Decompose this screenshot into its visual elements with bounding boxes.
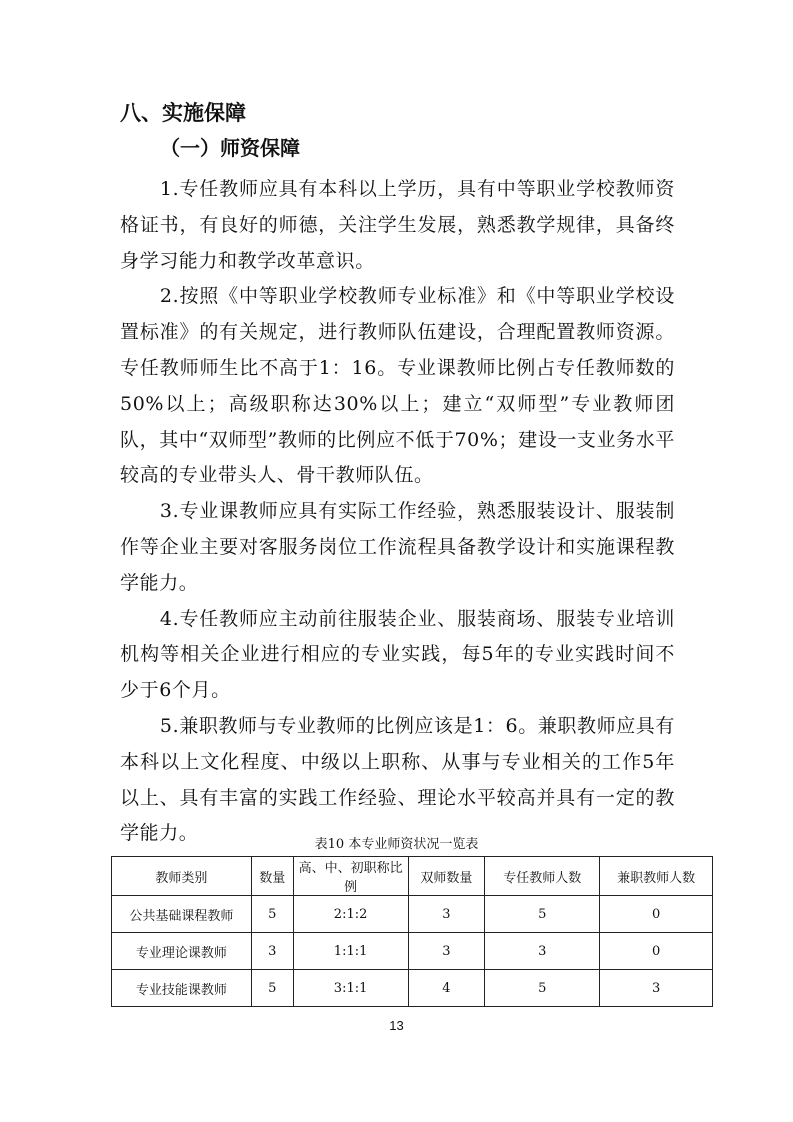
column-header: 数量 — [251, 857, 293, 896]
paragraph: 3.专业课教师应具有实际工作经验，熟悉服装设计、服装制作等企业主要对客服务岗位工作流程具备教学设计和实施课程教学能力。 — [120, 500, 675, 594]
paragraph: 2.按照《中等职业学校教师专业标准》和《中等职业学校设置标准》的有关规定，进行教师队伍建设，合理配置教师资源。专任教师师生比不高于1：16。专业课教师比例占专任教师数的50%以上；高级职称达30%以上；建立“双师型”专业教师团队，其中“双师型”教师的比例应不低于70%；建设一支业务水平较高的专业带头人、骨干教师队伍。 — [120, 285, 675, 487]
table-row — [112, 970, 713, 1007]
table-cell: 0 — [600, 933, 713, 970]
table-cell: 1:1:1 — [293, 933, 408, 970]
table-caption: 表10 本专业师资状况一览表 — [314, 837, 479, 852]
table-cell: 0 — [600, 896, 713, 933]
table-cell: 5 — [251, 896, 293, 933]
column-header: 高、中、初职称比例 — [293, 857, 408, 896]
column-header: 教师类别 — [112, 857, 252, 896]
body-text — [120, 172, 675, 852]
table-row — [112, 896, 713, 933]
table-cell: 专业技能课教师 — [112, 970, 252, 1007]
table-cell: 3 — [408, 933, 485, 970]
table-header-row — [112, 857, 713, 896]
column-header: 兼职教师人数 — [600, 857, 713, 896]
table-cell: 3 — [251, 933, 293, 970]
staff-table — [111, 856, 713, 1007]
table-row — [112, 933, 713, 970]
table-cell: 2:1:2 — [293, 896, 408, 933]
table-cell: 公共基础课程教师 — [112, 896, 252, 933]
column-header: 专任教师人数 — [485, 857, 600, 896]
column-header: 双师数量 — [408, 857, 485, 896]
table-cell: 专业理论课教师 — [112, 933, 252, 970]
table-cell: 3:1:1 — [293, 970, 408, 1007]
page-number: 13 — [389, 1018, 404, 1033]
table-cell: 5 — [485, 970, 600, 1007]
table-cell: 5 — [251, 970, 293, 1007]
paragraph: 1.专任教师应具有本科以上学历，具有中等职业学校教师资格证书，有良好的师德，关注学生发展，熟悉教学规律，具备终身学习能力和教学改革意识。 — [120, 178, 675, 272]
paragraph: 5.兼职教师与专业教师的比例应该是1：6。兼职教师应具有本科以上文化程度、中级以上职称、从事与专业相关的工作5年以上、具有丰富的实践工作经验、理论水平较高并具有一定的教学能力。 — [120, 714, 675, 845]
table-cell: 3 — [600, 970, 713, 1007]
table-cell: 3 — [408, 896, 485, 933]
table-cell: 5 — [485, 896, 600, 933]
section-title: 八、实施保障 — [120, 101, 246, 125]
subsection-title: （一）师资保障 — [160, 136, 300, 160]
table-cell: 3 — [485, 933, 600, 970]
paragraph: 4.专任教师应主动前往服装企业、服装商场、服装专业培训机构等相关企业进行相应的专业实践，每5年的专业实践时间不少于6个月。 — [120, 607, 675, 702]
table-cell: 4 — [408, 970, 485, 1007]
